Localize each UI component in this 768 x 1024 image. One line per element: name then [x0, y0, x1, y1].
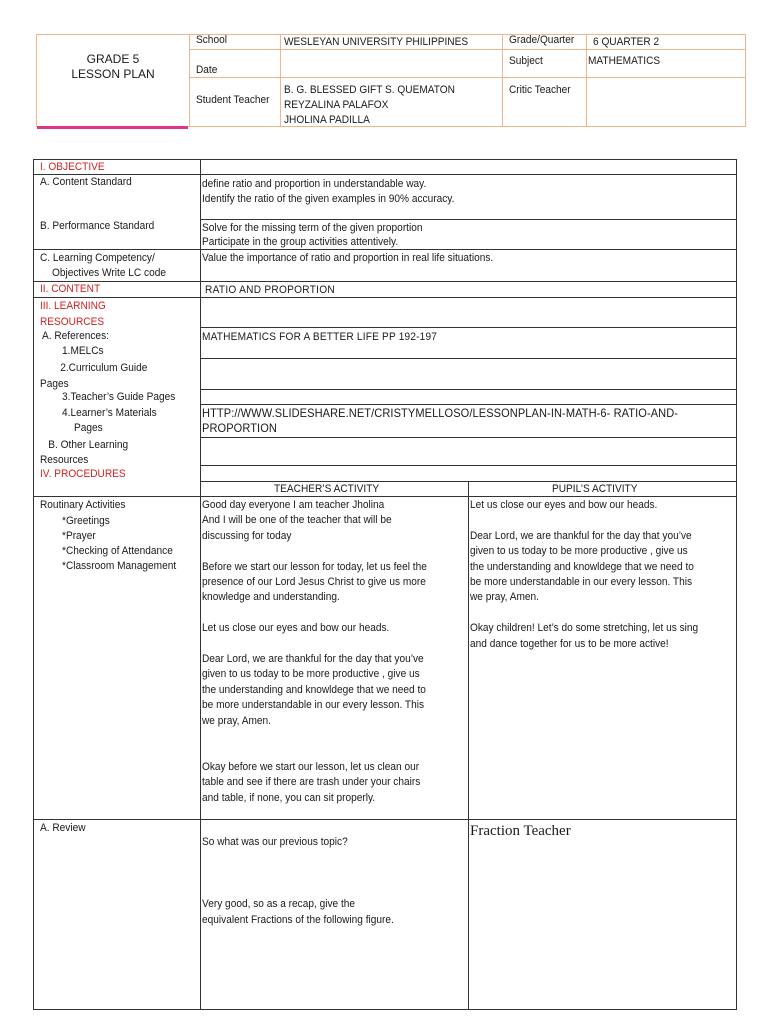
- table-row-line: [200, 327, 737, 328]
- content-standard-value: define ratio and proportion in understandable way. Identify the ratio of the given examples in 90% accuracy.: [202, 178, 455, 205]
- date-label: Date: [196, 64, 218, 76]
- grade-quarter-label: Grade/Quarter: [509, 34, 575, 46]
- review-label: A. Review: [40, 822, 86, 834]
- header-accent-bar: [37, 126, 188, 129]
- table-column-divider: [200, 159, 201, 1010]
- teachers-guide-label: 3.Teacher’s Guide Pages: [62, 391, 176, 403]
- student-teacher-name: REYZALINA PALAFOX: [284, 99, 389, 111]
- header-row-divider: [189, 77, 746, 78]
- melcs-label: 1.MELCs: [62, 345, 104, 357]
- table-row-line: [33, 249, 737, 250]
- student-teacher-name: B. G. BLESSED GIFT S. QUEMATON: [284, 84, 455, 96]
- header-divider: [586, 34, 587, 127]
- table-row-line: [33, 281, 737, 282]
- lesson-plan-title: GRADE 5 LESSON PLAN: [71, 52, 155, 81]
- routinary-item: *Prayer: [62, 530, 96, 542]
- table-row-line: [200, 389, 737, 390]
- table-row-line: [33, 297, 737, 298]
- content-heading: II. CONTENT: [40, 283, 101, 295]
- school-label: School: [196, 34, 227, 46]
- table-row-line: [33, 819, 737, 820]
- table-border-right: [736, 159, 737, 1010]
- pupil-routine-text: Let us close our eyes and bow our heads. Dear Lord, we are thankful for the day that you’ve given to us today to be more productive , give us the understanding and knowldege that we need to be more understandable in our every lesson. This we pray, Amen. Okay children! Let’s do some stretching, let us sing and dance together for us to be more active!: [470, 499, 699, 650]
- routinary-item: *Checking of Attendance: [62, 545, 173, 557]
- references-value: MATHEMATICS FOR A BETTER LIFE PP 192-197: [202, 331, 438, 343]
- student-teacher-name: JHOLINA PADILLA: [284, 114, 370, 126]
- table-border-top: [33, 159, 737, 160]
- content-standard-label: A. Content Standard: [40, 176, 132, 188]
- critic-teacher-label: Critic Teacher: [509, 84, 571, 96]
- table-row-line: [200, 358, 737, 359]
- review-teacher-question: So what was our previous topic?: [202, 836, 348, 848]
- routinary-item: *Greetings: [62, 515, 110, 527]
- pupil-activity-heading: PUPIL’S ACTIVITY: [552, 483, 638, 495]
- objective-heading: I. OBJECTIVE: [40, 161, 105, 173]
- student-teacher-names: [284, 83, 455, 128]
- table-row-line: [200, 465, 737, 466]
- routinary-items: [62, 514, 176, 574]
- learners-materials-value: HTTP://WWW.SLIDESHARE.NET/CRISTYMELLOSO/LESSONPLAN-IN-MATH-6- RATIO-AND- PROPORTION: [202, 406, 679, 435]
- table-row-line: [200, 219, 737, 220]
- routinary-item: *Classroom Management: [62, 560, 177, 572]
- table-border-left: [33, 159, 34, 1010]
- header-divider: [502, 34, 503, 127]
- learners-materials-label: 4.Learner’s Materials Pages: [62, 407, 157, 434]
- references-label: A. References:: [42, 330, 109, 342]
- other-resources-label: B. Other Learning Resources: [40, 439, 129, 466]
- review-teacher-recap: Very good, so as a recap, give the equivalent Fractions of the following figure.: [202, 898, 394, 926]
- header-divider: [189, 34, 190, 127]
- performance-standard-label: B. Performance Standard: [40, 220, 155, 232]
- resources-heading: III. LEARNING RESOURCES: [40, 300, 106, 328]
- competency-value: Value the importance of ratio and proportion in real life situations.: [202, 252, 494, 264]
- table-row-line: [33, 174, 737, 175]
- student-teacher-label: Student Teacher: [196, 94, 270, 106]
- subject-value: MATHEMATICS: [588, 55, 661, 67]
- teacher-activity-heading: TEACHER’S ACTIVITY: [274, 483, 380, 495]
- content-value: RATIO AND PROPORTION: [205, 284, 335, 296]
- header-border-right: [745, 34, 746, 127]
- review-pupil-answer: Fraction Teacher: [470, 823, 571, 839]
- teacher-routine-text: Good day everyone I am teacher Jholina And I will be one of the teacher that will be discussing for today Before we start our lesson for today, let us feel the presence of our Lord Jesus Christ to give us more knowledge and understanding. Let us close our eyes and bow our heads. Dear Lord, we are thankful for the day that you’ve given to us today to be more productive , give us the understanding and knowldege that we need to be more understandable in our every lesson. This we pray, Amen. Okay before we start our lesson, let us clean our table and see if there are trash under your chairs and table, if none, you can sit properly.: [202, 499, 427, 804]
- curriculum-guide-label: 2.Curriculum Guide Pages: [40, 362, 148, 390]
- table-row-line: [200, 437, 737, 438]
- table-row-line: [200, 404, 737, 405]
- subject-label: Subject: [509, 55, 543, 67]
- school-value: WESLEYAN UNIVERSITY PHILIPPINES: [284, 36, 469, 48]
- routinary-activities-label: Routinary Activities: [40, 499, 126, 511]
- performance-standard-value: Solve for the missing term of the given proportion Participate in the group activities attentively.: [202, 222, 423, 248]
- table-column-divider: [468, 481, 469, 1010]
- table-border-bottom: [33, 1009, 737, 1010]
- header-divider: [280, 34, 281, 127]
- procedures-heading: IV. PROCEDURES: [40, 468, 126, 480]
- competency-label: C. Learning Competency/ Objectives Write LC code: [40, 252, 166, 279]
- grade-quarter-value: 6 QUARTER 2: [593, 36, 660, 48]
